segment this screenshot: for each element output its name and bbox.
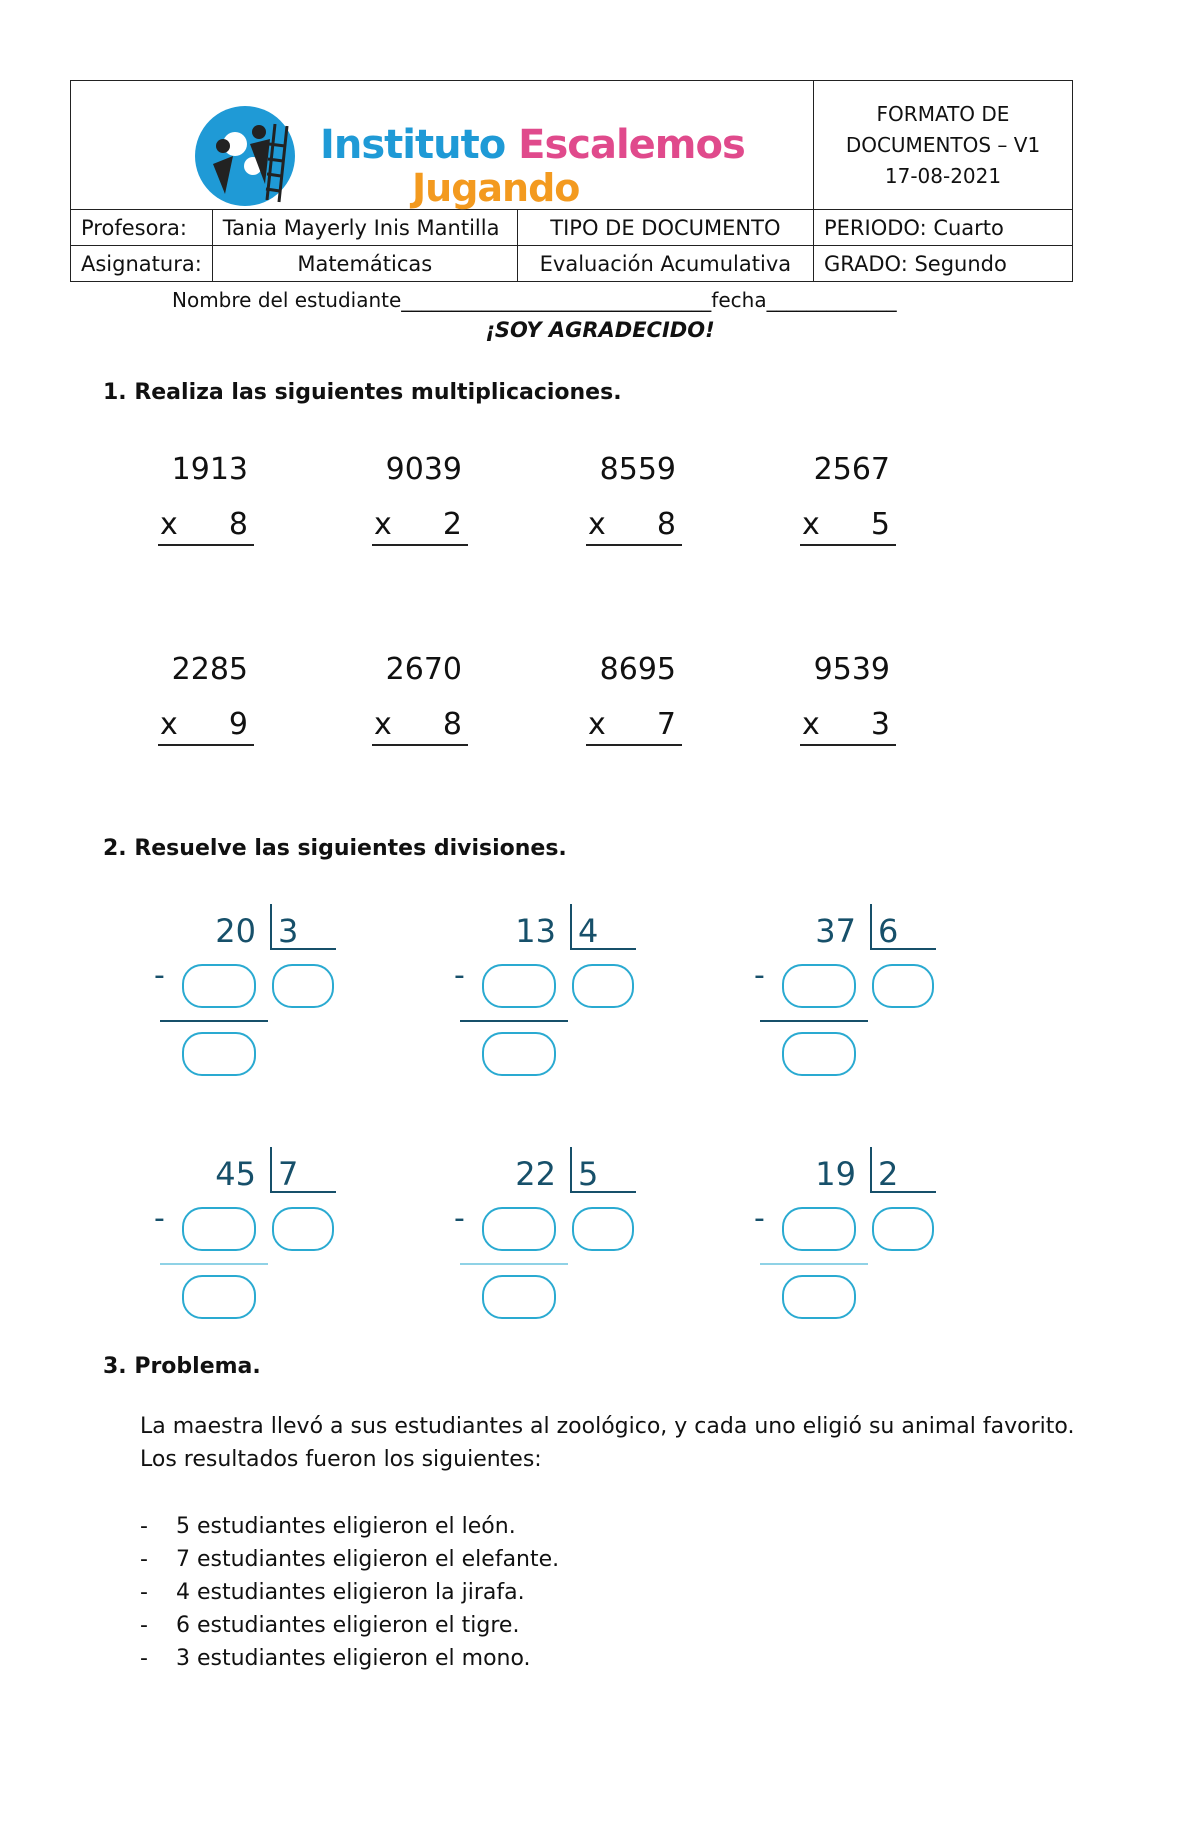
division-5 — [452, 1155, 652, 1325]
list-item: - 7 estudiantes eligieron el elefante. — [140, 1547, 560, 1572]
dividend: 37 — [815, 912, 856, 950]
quotient-box[interactable] — [872, 964, 934, 1008]
doc-type-label: TIPO DE DOCUMENTO — [517, 210, 813, 246]
motto: ¡SOY AGRADECIDO! — [485, 318, 715, 342]
quotient-box[interactable] — [872, 1207, 934, 1251]
multiplication-1 — [158, 452, 254, 546]
quotient-box[interactable] — [572, 964, 634, 1008]
multiplier: 8 — [656, 507, 676, 542]
multiplier: 2 — [442, 507, 462, 542]
format-cell — [814, 81, 1073, 210]
subject: Matemáticas — [212, 246, 517, 282]
division-1 — [152, 912, 352, 1082]
grade: GRADO: Segundo — [814, 246, 1073, 282]
times-sign: x — [374, 507, 392, 542]
times-sign: x — [802, 707, 820, 742]
minus-sign: - — [154, 958, 165, 993]
divisor: 7 — [278, 1155, 299, 1193]
multiplicand: 9539 — [813, 652, 890, 687]
multiplicand: 2670 — [385, 652, 462, 687]
doc-type: Evaluación Acumulativa — [517, 246, 813, 282]
institution-name: Instituto Escalemos — [320, 122, 745, 168]
subtraction-line — [760, 1263, 868, 1265]
divisor: 4 — [578, 912, 599, 950]
quotient-box[interactable] — [572, 1207, 634, 1251]
dividend: 22 — [515, 1155, 556, 1193]
institution-tagline: Jugando — [412, 166, 580, 210]
remainder-box[interactable] — [782, 1032, 856, 1076]
times-sign: x — [160, 707, 178, 742]
divisor: 6 — [878, 912, 899, 950]
results-list — [140, 1510, 559, 1675]
times-sign: x — [588, 707, 606, 742]
dividend: 45 — [215, 1155, 256, 1193]
period: PERIODO: Cuarto — [814, 210, 1073, 246]
multiplier: 7 — [656, 707, 676, 742]
subtrahend-box[interactable] — [182, 964, 256, 1008]
division-4 — [152, 1155, 352, 1325]
divisor: 3 — [278, 912, 299, 950]
multiplier: 9 — [228, 707, 248, 742]
question-1-title: 1. Realiza las siguientes multiplicaciones. — [103, 380, 622, 405]
times-sign: x — [374, 707, 392, 742]
teacher-name: Tania Mayerly Inis Mantilla — [212, 210, 517, 246]
divisor: 2 — [878, 1155, 899, 1193]
times-sign: x — [588, 507, 606, 542]
times-sign: x — [160, 507, 178, 542]
subtrahend-box[interactable] — [182, 1207, 256, 1251]
multiplication-2 — [372, 452, 468, 546]
divisor: 5 — [578, 1155, 599, 1193]
list-item: - 4 estudiantes eligieron la jirafa. — [140, 1580, 525, 1605]
subtraction-line — [160, 1263, 268, 1265]
multiplicand: 9039 — [385, 452, 462, 487]
remainder-box[interactable] — [182, 1032, 256, 1076]
multiplicand: 8559 — [599, 452, 676, 487]
format-line-1: FORMATO DE — [876, 101, 1010, 126]
list-item: - 3 estudiantes eligieron el mono. — [140, 1646, 531, 1671]
subtraction-line — [160, 1020, 268, 1022]
teacher-label: Profesora: — [71, 210, 213, 246]
multiplier: 8 — [442, 707, 462, 742]
remainder-box[interactable] — [182, 1275, 256, 1319]
format-line-2: DOCUMENTOS – V1 — [845, 132, 1041, 157]
subtraction-line — [760, 1020, 868, 1022]
subtraction-line — [460, 1263, 568, 1265]
multiplication-5 — [158, 652, 254, 746]
remainder-box[interactable] — [482, 1032, 556, 1076]
multiplication-8 — [800, 652, 896, 746]
multiplication-6 — [372, 652, 468, 746]
remainder-box[interactable] — [782, 1275, 856, 1319]
student-name-line: Nombre del estudiante_______________________________fecha_____________ — [172, 288, 897, 312]
division-2 — [452, 912, 652, 1082]
subtraction-line — [460, 1020, 568, 1022]
format-date: 17-08-2021 — [884, 163, 1002, 188]
multiplicand: 2567 — [813, 452, 890, 487]
list-item: - 6 estudiantes eligieron el tigre. — [140, 1613, 520, 1638]
subtrahend-box[interactable] — [782, 964, 856, 1008]
subtrahend-box[interactable] — [482, 964, 556, 1008]
subtrahend-box[interactable] — [782, 1207, 856, 1251]
minus-sign: - — [454, 1201, 465, 1236]
minus-sign: - — [754, 1201, 765, 1236]
subtrahend-box[interactable] — [482, 1207, 556, 1251]
minus-sign: - — [754, 958, 765, 993]
multiplier: 3 — [870, 707, 890, 742]
dividend: 13 — [515, 912, 556, 950]
multiplicand: 2285 — [171, 652, 248, 687]
dividend: 20 — [215, 912, 256, 950]
minus-sign: - — [154, 1201, 165, 1236]
subject-label: Asignatura: — [71, 246, 213, 282]
question-3-title: 3. Problema. — [103, 1354, 261, 1379]
minus-sign: - — [454, 958, 465, 993]
remainder-box[interactable] — [482, 1275, 556, 1319]
list-item: - 5 estudiantes eligieron el león. — [140, 1514, 516, 1539]
dividend: 19 — [815, 1155, 856, 1193]
multiplicand: 8695 — [599, 652, 676, 687]
division-6 — [752, 1155, 952, 1325]
times-sign: x — [802, 507, 820, 542]
multiplier: 8 — [228, 507, 248, 542]
quotient-box[interactable] — [272, 964, 334, 1008]
multiplier: 5 — [870, 507, 890, 542]
multiplication-7 — [586, 652, 682, 746]
multiplication-4 — [800, 452, 896, 546]
question-2-title: 2. Resuelve las siguientes divisiones. — [103, 836, 567, 861]
division-3 — [752, 912, 952, 1082]
problem-text: La maestra llevó a sus estudiantes al zoológico, y cada uno eligió su animal favorito. Los resultados fueron los siguientes: — [140, 1414, 1075, 1472]
multiplication-3 — [586, 452, 682, 546]
multiplicand: 1913 — [171, 452, 248, 487]
quotient-box[interactable] — [272, 1207, 334, 1251]
